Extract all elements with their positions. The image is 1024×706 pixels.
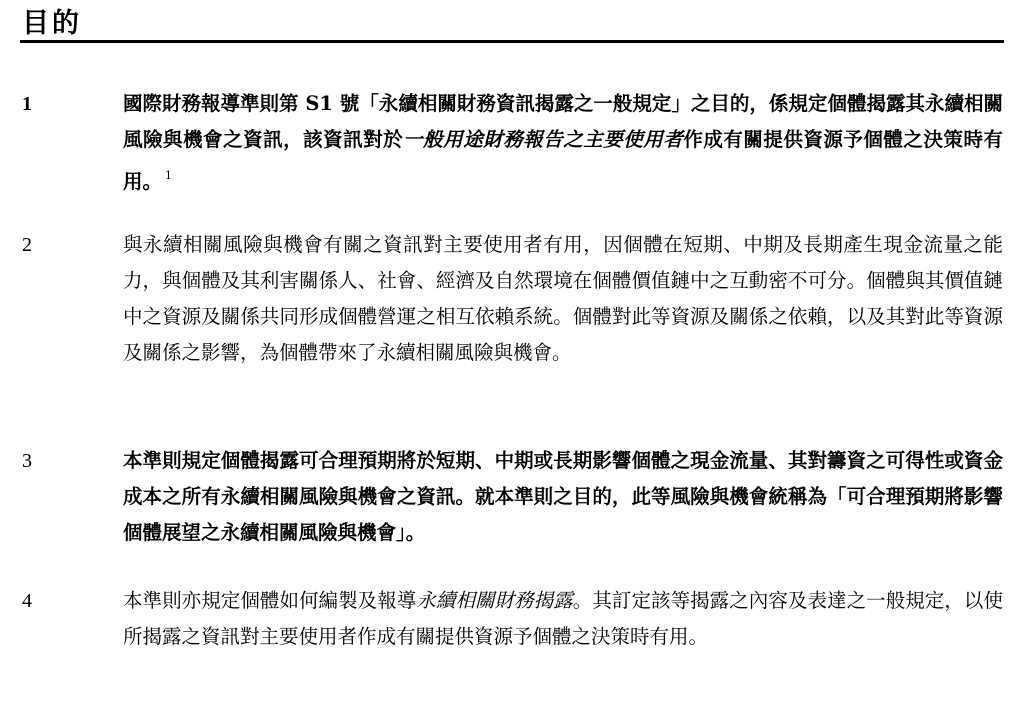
paragraph-text: [123, 583, 1003, 655]
paragraph-number: 4: [22, 590, 32, 612]
paragraph-text-segment: 本準則亦規定個體如何編製及報導: [123, 589, 417, 612]
paragraph-text: [123, 86, 1003, 200]
paragraph-number: 3: [22, 450, 32, 472]
paragraph-1: [22, 86, 1002, 196]
paragraph-text: 與永續相關風險與機會有關之資訊對主要使用者有用，因個體在短期、中期及長期產生現金流量之能力，與個體及其利害關係人、社會、經濟及自然環境在個體價值鏈中之互動密不可分。個體與其價值鏈中之資源及關係共同形成個體營運之相互依賴系統。個體對此等資源及關係之依賴，以及其對此等資源及關係之影響，為個體帶來了永續相關風險與機會。: [123, 233, 1003, 364]
paragraph-3: [22, 443, 1002, 553]
paragraph-2: [22, 227, 1002, 412]
paragraph-number: 2: [22, 234, 32, 256]
section-heading: 目的: [22, 8, 82, 39]
paragraph-text: 本準則規定個體揭露可合理預期將於短期、中期或長期影響個體之現金流量、其對籌資之可得性或資金成本之所有永續相關風險與機會之資訊。就本準則之目的，此等風險與機會統稱為「可合理預期將影響個體展望之永續相關風險與機會」。: [123, 449, 1003, 544]
footnote-reference[interactable]: 1: [165, 169, 173, 182]
paragraph-number: 1: [22, 93, 32, 115]
heading-underline: [20, 40, 1004, 43]
paragraph-text-segment: 。其訂定該等揭露之內容及表達之一般規定，以使所揭露之資訊對主要使用者作成有關提供資源予個體之決策時有用。: [123, 589, 1003, 648]
italic-defined-term: 一般用途財務報告之主要使用者: [403, 128, 684, 151]
italic-defined-term: 永續相關財務揭露: [416, 589, 573, 612]
paragraph-4: [22, 583, 1002, 695]
paragraph-text-segment: 國際財務報導準則第 S1 號「永續相關財務資訊揭露之一般規定」之目的，係規定個體揭露其永續相關風險與機會之資訊，該資訊對於: [123, 92, 1003, 151]
paragraph-text-segment: 作成有關提供資源予個體之決策時有用。: [123, 128, 1003, 193]
